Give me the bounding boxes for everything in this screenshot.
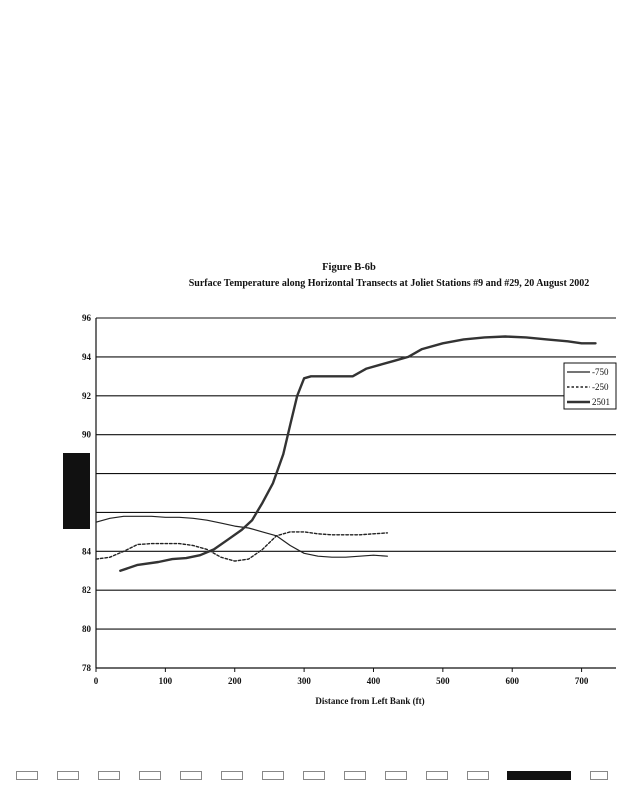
- scan-footer-box: [385, 771, 407, 780]
- scan-footer-box: [57, 771, 79, 780]
- y-tick-label: 92: [82, 390, 91, 401]
- chart-subtitle: Surface Temperature along Horizontal Transects at Joliet Stations #9 and #29, 20 August 2002: [188, 278, 590, 289]
- gridlines: [96, 318, 616, 668]
- series-lines: [96, 337, 596, 571]
- chart-title: Figure B-6b: [322, 262, 376, 273]
- y-tick-label: 94: [82, 351, 91, 362]
- scan-footer-bar: [507, 771, 571, 780]
- scan-footer-box: [139, 771, 161, 780]
- scan-footer-box: [98, 771, 120, 780]
- y-tick-label: 96: [82, 313, 91, 323]
- scan-black-block: [63, 453, 90, 529]
- scan-footer-box: [221, 771, 243, 780]
- legend-label: 2501: [592, 397, 610, 407]
- x-tick-label: 200: [227, 676, 242, 686]
- x-tick-label: 400: [366, 676, 381, 686]
- x-tick-labels: [94, 668, 589, 686]
- scan-footer-box: [344, 771, 366, 780]
- x-tick-label: 300: [297, 676, 311, 686]
- scan-footer-box: [426, 771, 448, 780]
- scan-footer-box: [467, 771, 489, 780]
- legend-label: -250: [592, 382, 609, 392]
- series-line-2501: [120, 337, 595, 571]
- x-axis-label: Distance from Left Bank (ft): [315, 696, 425, 706]
- x-tick-label: 700: [574, 676, 589, 686]
- y-tick-label: 80: [82, 624, 91, 635]
- scan-footer-box: [303, 771, 325, 780]
- x-tick-label: 500: [436, 676, 450, 686]
- legend-label: -750: [592, 367, 609, 377]
- y-tick-label: 78: [82, 663, 91, 673]
- scan-footer-box: [262, 771, 284, 780]
- scan-footer-box: [16, 771, 38, 780]
- scan-footer-box: [590, 771, 608, 780]
- x-tick-label: 100: [158, 676, 173, 686]
- x-tick-label: 600: [505, 676, 519, 686]
- axes: [96, 318, 616, 668]
- y-tick-label: 84: [82, 546, 91, 557]
- legend: [564, 363, 616, 409]
- y-tick-label: 90: [82, 429, 91, 440]
- y-tick-label: 82: [82, 585, 91, 596]
- x-tick-label: 0: [93, 676, 99, 686]
- scan-footer-box: [180, 771, 202, 780]
